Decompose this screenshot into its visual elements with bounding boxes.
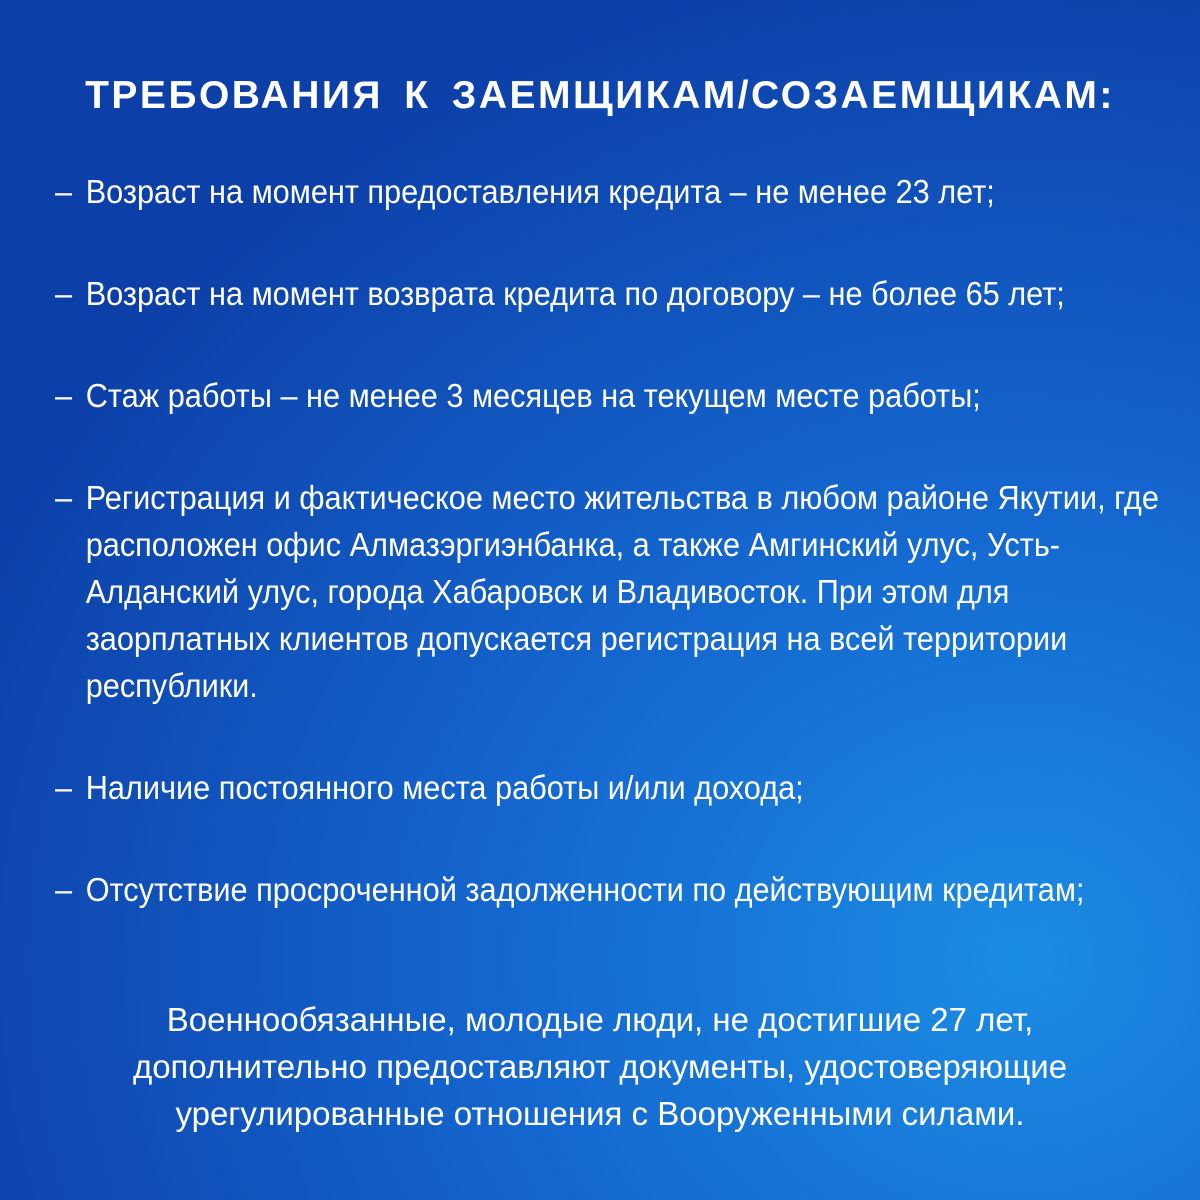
list-item (55, 168, 1192, 215)
list-item (55, 866, 1192, 913)
requirement-age-at-repayment: Возраст на момент возврата кредита по договору – не более 65 лет; (85, 275, 1065, 312)
footer-note (0, 996, 1200, 1137)
bullet-dash: – (55, 377, 73, 414)
page-title: ТРЕБОВАНИЯ К ЗАЕМЩИКАМ/СОЗАЕМЩИКАМ: (85, 74, 1115, 117)
list-item (55, 764, 1192, 811)
list-item (55, 372, 1192, 419)
footer-line: урегулированные отношения с Вооруженными силами. (175, 1095, 1025, 1132)
requirement-no-overdue-debt: Отсутствие просроченной задолженности по действующим кредитам; (85, 871, 1085, 908)
bullet-dash: – (55, 769, 73, 806)
list-item (55, 270, 1192, 317)
bullet-dash: – (55, 173, 73, 210)
requirement-registration: Регистрация и фактическое место жительства в любом районе Якутии, где расположен офис Алмазэргиэнбанка, а также Амгинский улус, Усть-Алданский улус, города Хабаровск и Владивосток. При этом для заорплатных клиентов допускается регистрация на всей территории республики. (85, 479, 1159, 704)
list-item (55, 474, 1192, 709)
requirement-work-experience: Стаж работы – не менее 3 месяцев на текущем месте работы; (85, 377, 981, 414)
requirement-age-at-issue: Возраст на момент предоставления кредита – не менее 23 лет; (85, 173, 995, 210)
requirements-list (55, 168, 1175, 968)
bullet-dash: – (55, 275, 73, 312)
bullet-dash: – (55, 871, 73, 908)
footer-line: дополнительно предоставляют документы, удостоверяющие (132, 1048, 1068, 1085)
footer-line: Военнообязанные, молодые люди, не достигшие 27 лет, (166, 1001, 1034, 1038)
requirement-permanent-job: Наличие постоянного места работы и/или дохода; (85, 769, 804, 806)
bullet-dash: – (55, 479, 73, 516)
